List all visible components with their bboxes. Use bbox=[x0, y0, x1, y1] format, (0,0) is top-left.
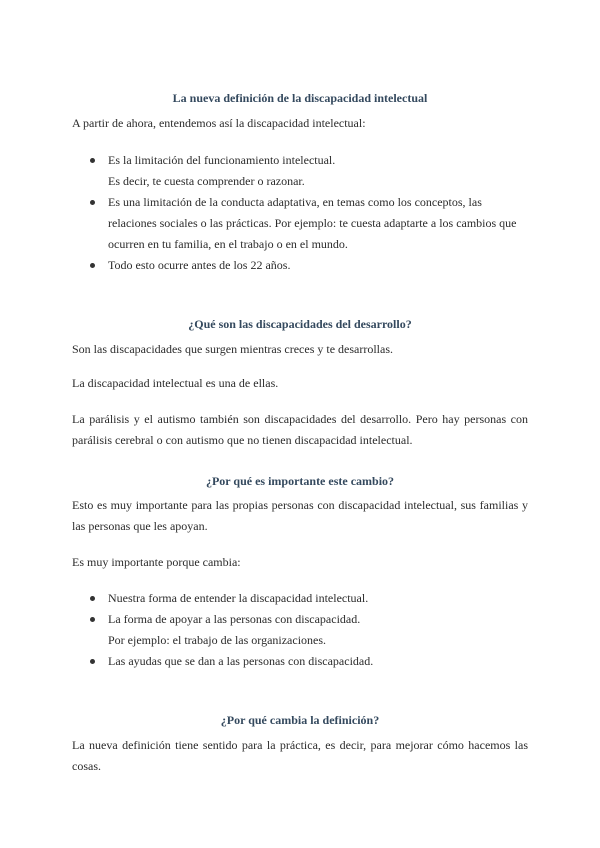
list-item bbox=[90, 255, 528, 276]
bullet-icon bbox=[90, 596, 95, 601]
list-item-line: Todo esto ocurre antes de los 22 años. bbox=[108, 258, 291, 272]
paragraph: La parálisis y el autismo también son discapacidades del desarrollo. Pero hay personas con parálisis cerebral o con autismo que no tienen discapacidad intelectual. bbox=[72, 412, 528, 447]
bullet-icon bbox=[90, 659, 95, 664]
section-title: La nueva definición de la discapacidad intelectual bbox=[172, 91, 428, 105]
list-item-line: Es decir, te cuesta comprender o razonar. bbox=[108, 174, 305, 188]
bullet-icon bbox=[90, 158, 95, 163]
list-item-line: Las ayudas que se dan a las personas con discapacidad. bbox=[108, 654, 374, 668]
paragraph: Esto es muy importante para las propias personas con discapacidad intelectual, sus familias y las personas que les apoyan. bbox=[72, 498, 528, 533]
list-item bbox=[90, 150, 528, 192]
list-item-line: Es una limitación de la conducta adaptativa, en temas como los conceptos, las bbox=[108, 195, 482, 209]
list-item bbox=[90, 651, 528, 672]
bullet-icon bbox=[90, 617, 95, 622]
bullet-icon bbox=[90, 263, 95, 268]
paragraph: Son las discapacidades que surgen mientras creces y te desarrollas. bbox=[72, 342, 393, 356]
list-item-line: La forma de apoyar a las personas con discapacidad. bbox=[108, 612, 361, 626]
section-title: ¿Qué son las discapacidades del desarrollo? bbox=[188, 317, 412, 331]
bullet-icon bbox=[90, 200, 95, 205]
bullet-list bbox=[90, 588, 528, 672]
list-item-line: Es la limitación del funcionamiento intelectual. bbox=[108, 153, 336, 167]
bullet-list bbox=[90, 150, 528, 276]
paragraph: Es muy importante porque cambia: bbox=[72, 555, 241, 569]
section-intro: A partir de ahora, entendemos así la discapacidad intelectual: bbox=[72, 116, 366, 130]
list-item-line: relaciones sociales o las prácticas. Por ejemplo: te cuesta adaptarte a los cambios que bbox=[108, 216, 517, 230]
list-item bbox=[90, 609, 528, 651]
paragraph: La nueva definición tiene sentido para la práctica, es decir, para mejorar cómo hacemos las cosas. bbox=[72, 738, 528, 773]
list-item bbox=[90, 588, 528, 609]
section-title: ¿Por qué cambia la definición? bbox=[220, 713, 380, 727]
section-title: ¿Por qué es importante este cambio? bbox=[205, 474, 395, 488]
paragraph: La discapacidad intelectual es una de ellas. bbox=[72, 376, 279, 390]
list-item bbox=[90, 192, 528, 255]
list-item-line: Por ejemplo: el trabajo de las organizaciones. bbox=[108, 633, 327, 647]
list-item-line: Nuestra forma de entender la discapacidad intelectual. bbox=[108, 591, 369, 605]
list-item-line: ocurren en tu familia, en el trabajo o en el mundo. bbox=[108, 237, 348, 251]
